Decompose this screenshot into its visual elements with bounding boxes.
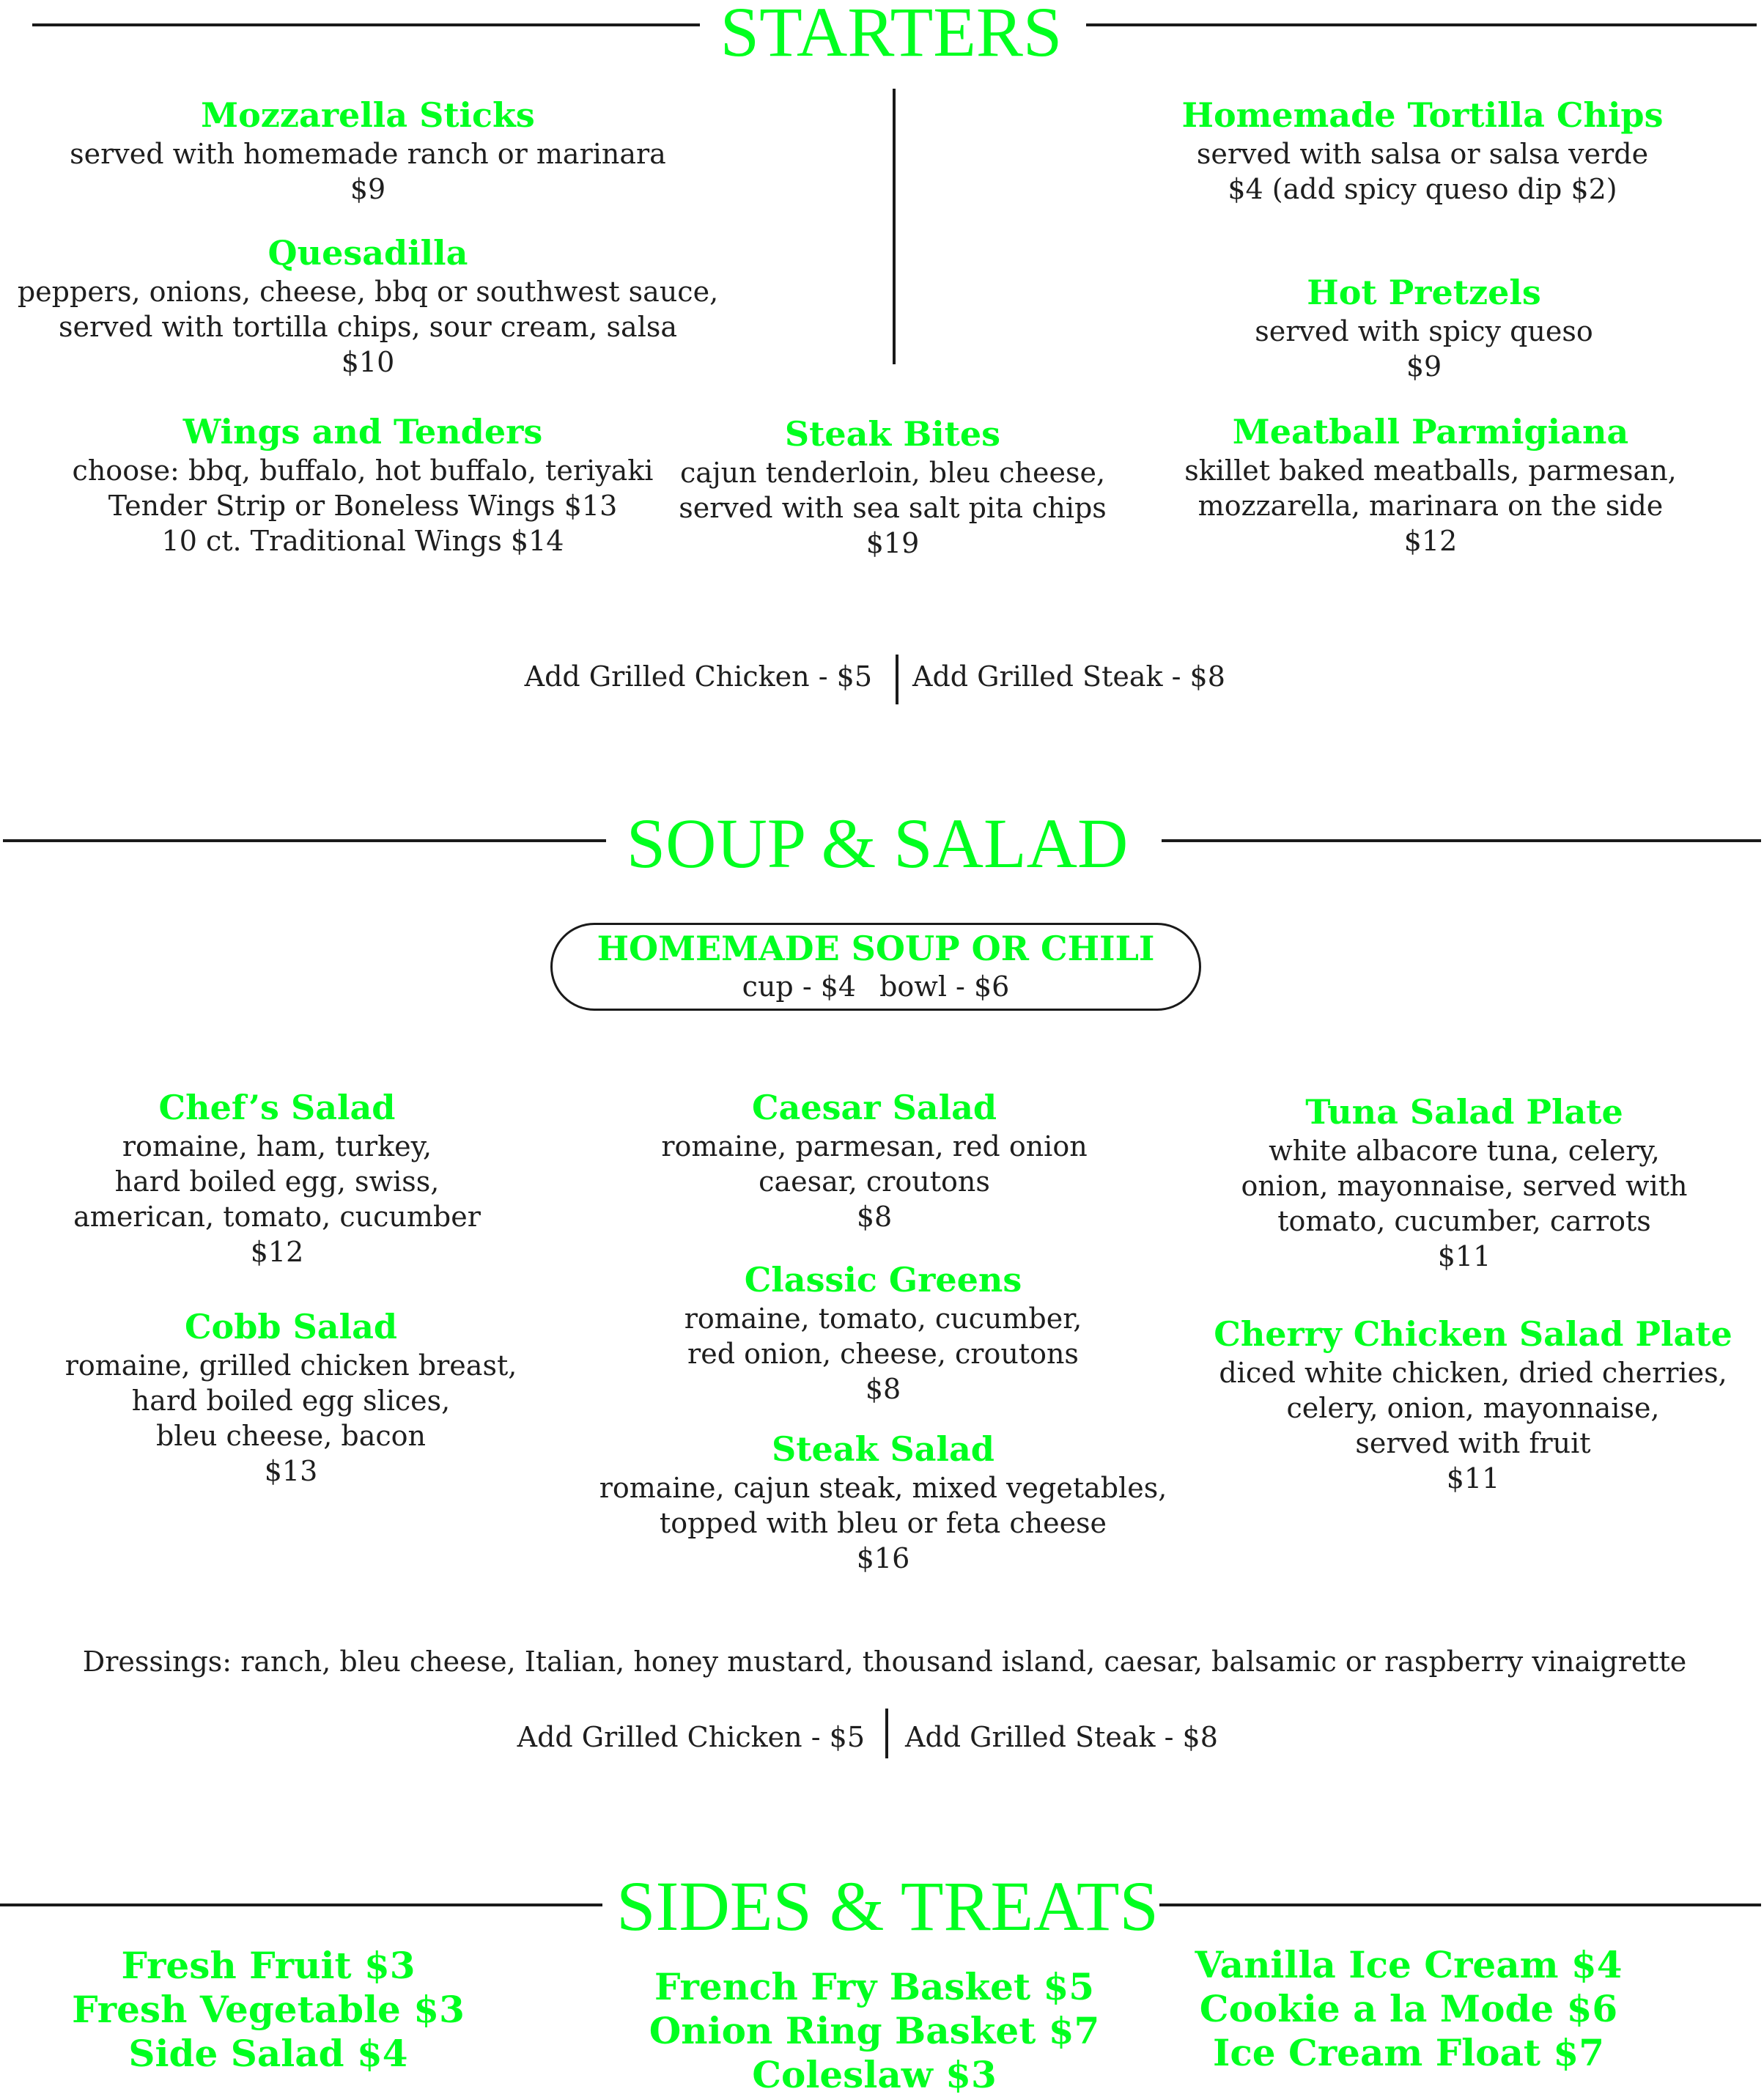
item-description: hard boiled egg, swiss, <box>114 1165 440 1198</box>
item-steak-bites <box>679 413 1107 561</box>
item-description: red onion, cheese, croutons <box>687 1338 1079 1370</box>
soup-salad-title: SOUP & SALAD <box>626 804 1129 882</box>
item-name: Hot Pretzels <box>1307 273 1541 312</box>
soup-bowl-price: bowl - $6 <box>879 970 1010 1003</box>
item-description: diced white chicken, dried cherries, <box>1219 1357 1727 1389</box>
item-name: Caesar Salad <box>751 1088 997 1127</box>
item-name: Steak Salad <box>772 1429 994 1469</box>
sides-rule-left <box>0 1903 602 1906</box>
side-item: Onion Ring Basket $7 <box>649 2009 1100 2052</box>
salad-add-chicken: Add Grilled Chicken - $5 <box>517 1721 865 1753</box>
item-price: $10 <box>341 346 395 378</box>
item-description: served with sea salt pita chips <box>679 492 1107 524</box>
item-price: $16 <box>856 1542 910 1574</box>
item-price: $8 <box>856 1201 893 1233</box>
item-description: served with spicy queso <box>1255 315 1593 347</box>
item-name: Mozzarella Sticks <box>201 95 535 135</box>
item-classic-greens <box>684 1258 1082 1407</box>
item-description: served with homemade ranch or marinara <box>70 138 666 170</box>
item-description: served with salsa or salsa verde <box>1196 138 1649 170</box>
side-item: French Fry Basket $5 <box>654 1965 1095 2008</box>
item-cherry-chicken-salad-plate <box>1214 1313 1732 1496</box>
dressings-note: Dressings: ranch, bleu cheese, Italian, honey mustard, thousand island, caesar, balsamic or raspberry vinaigrette <box>82 1645 1687 1678</box>
item-description: american, tomato, cucumber <box>73 1201 481 1233</box>
sides-column-left <box>72 1944 465 2076</box>
item-name: Classic Greens <box>744 1260 1022 1300</box>
item-cobb-salad <box>65 1305 517 1489</box>
item-name: Homemade Tortilla Chips <box>1181 95 1664 135</box>
item-mozzarella-sticks <box>70 94 666 207</box>
side-item: Coleslaw $3 <box>752 2053 997 2096</box>
item-steak-salad <box>599 1428 1167 1576</box>
item-description: celery, onion, mayonnaise, <box>1286 1392 1660 1424</box>
item-description: romaine, cajun steak, mixed vegetables, <box>599 1472 1167 1504</box>
side-item: Vanilla Ice Cream $4 <box>1195 1943 1623 1986</box>
starters-title: STARTERS <box>720 0 1063 71</box>
item-description: hard boiled egg slices, <box>131 1385 451 1417</box>
item-description: romaine, tomato, cucumber, <box>684 1302 1082 1335</box>
item-description: choose: bbq, buffalo, hot buffalo, teriyaki <box>72 454 654 487</box>
item-name: Steak Bites <box>784 414 1001 454</box>
starters-rule-left <box>32 23 700 26</box>
item-name: Cherry Chicken Salad Plate <box>1214 1314 1732 1354</box>
item-description: Tender Strip or Boneless Wings $13 <box>108 490 618 522</box>
item-description: caesar, croutons <box>759 1165 990 1198</box>
item-price: $9 <box>1406 350 1442 383</box>
item-description: mozzarella, marinara on the side <box>1197 490 1664 522</box>
item-wings-and-tenders <box>73 410 654 559</box>
item-price: $9 <box>350 173 386 205</box>
salad-add-steak: Add Grilled Steak - $8 <box>905 1721 1218 1753</box>
item-description: peppers, onions, cheese, bbq or southwest sauce, <box>17 276 719 308</box>
item-description: served with fruit <box>1355 1427 1591 1459</box>
item-name: Chef’s Salad <box>158 1088 396 1127</box>
sides-column-right <box>1195 1943 1622 2075</box>
item-price: $8 <box>865 1373 901 1405</box>
side-item: Fresh Fruit $3 <box>121 1944 416 1987</box>
sides-column-middle <box>649 1965 1100 2097</box>
item-description: cajun tenderloin, bleu cheese, <box>679 457 1106 489</box>
item-price: $12 <box>250 1236 304 1268</box>
item-tuna-salad-plate <box>1241 1091 1688 1274</box>
starters-add-steak: Add Grilled Steak - $8 <box>912 660 1225 693</box>
sides-title: SIDES & TREATS <box>616 1867 1159 1945</box>
item-quesadilla <box>18 232 718 380</box>
item-description: tomato, cucumber, carrots <box>1277 1205 1651 1237</box>
item-description: 10 ct. Traditional Wings $14 <box>161 525 564 557</box>
side-item: Ice Cream Float $7 <box>1212 2031 1605 2074</box>
item-price: $13 <box>264 1455 318 1487</box>
item-tortilla-chips <box>1182 94 1664 207</box>
item-price: $12 <box>1403 525 1458 557</box>
starters-divider <box>893 89 896 364</box>
soup-salad-rule-left <box>3 839 606 842</box>
item-name: Cobb Salad <box>184 1307 398 1346</box>
salad-add-divider <box>885 1709 888 1758</box>
item-description: served with tortilla chips, sour cream, salsa <box>58 311 678 343</box>
side-item: Side Salad $4 <box>128 2032 408 2075</box>
item-description: romaine, grilled chicken breast, <box>64 1349 517 1382</box>
item-description: bleu cheese, bacon <box>155 1420 426 1452</box>
item-description: white albacore tuna, celery, <box>1269 1135 1660 1167</box>
item-description: onion, mayonnaise, served with <box>1241 1170 1688 1202</box>
item-name: Quesadilla <box>267 233 468 273</box>
item-price: $19 <box>866 527 920 559</box>
side-item: Fresh Vegetable $3 <box>72 1988 465 2031</box>
item-price: $4 (add spicy queso dip $2) <box>1228 173 1617 205</box>
soup-salad-rule-right <box>1162 839 1761 842</box>
item-price: $11 <box>1437 1240 1491 1272</box>
item-name: Wings and Tenders <box>182 412 543 452</box>
soup-prices <box>553 969 1199 1004</box>
soup-chili-box <box>550 923 1201 1011</box>
soup-cup-price: cup - $4 <box>742 970 857 1003</box>
item-caesar-salad <box>661 1086 1087 1234</box>
starters-rule-right <box>1086 23 1757 26</box>
starters-add-chicken: Add Grilled Chicken - $5 <box>524 660 872 693</box>
item-price: $11 <box>1446 1462 1500 1495</box>
item-description: romaine, ham, turkey, <box>122 1130 432 1162</box>
soup-name: HOMEMADE SOUP OR CHILI <box>597 929 1155 968</box>
sides-rule-right <box>1159 1903 1761 1906</box>
item-hot-pretzels <box>1255 271 1593 384</box>
item-chefs-salad <box>73 1086 481 1269</box>
item-name: Tuna Salad Plate <box>1305 1092 1623 1132</box>
item-description: skillet baked meatballs, parmesan, <box>1184 454 1677 487</box>
item-description: topped with bleu or feta cheese <box>659 1507 1107 1539</box>
side-item: Cookie a la Mode $6 <box>1199 1987 1618 2030</box>
item-name: Meatball Parmigiana <box>1232 412 1629 452</box>
item-description: romaine, parmesan, red onion <box>661 1130 1088 1162</box>
item-meatball-parmigiana <box>1184 410 1677 559</box>
starters-add-divider <box>896 655 898 704</box>
